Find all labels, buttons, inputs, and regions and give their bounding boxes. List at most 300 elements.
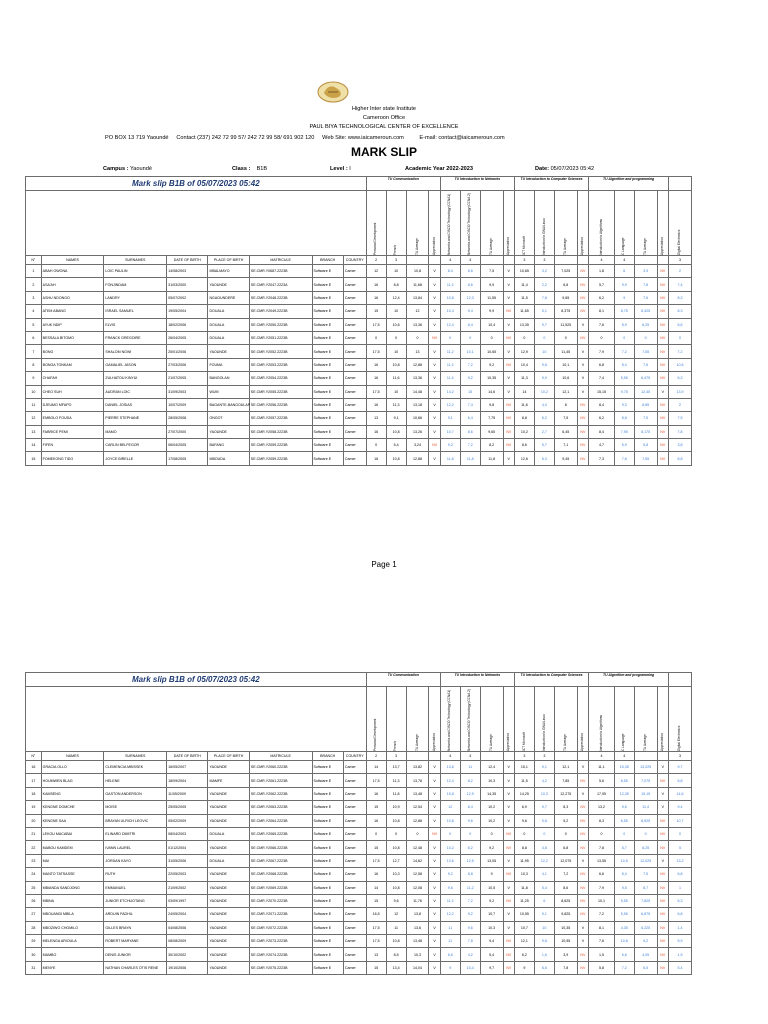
mark-cell: 6,6 [440,948,460,961]
subject-header-label: ICT Microsoft [521,236,526,255]
date-of-birth: 28/05/2008 [167,412,208,425]
mark-cell: 13,6 [406,921,429,934]
mark-cell: 8,25 [634,841,657,854]
student-surname: EMMANUEL [104,881,167,894]
subject-header-label: ICT Microsoft [521,732,526,751]
mark-cell: 6,9 [614,439,634,452]
subject-header-label: TU Average [642,238,647,255]
matricule: SE.CMR.Y2069.2223B [249,881,312,894]
mark-cell: NV [503,358,514,371]
branch: Software E [312,827,343,840]
mark-cell: 8,4 [460,318,480,331]
row-number: 29 [26,935,42,948]
row-number: 8 [26,358,42,371]
mark-cell: 10,2 [440,841,460,854]
mark-cell: 6,3 [534,452,554,465]
mark-cell: 12,4 [480,761,503,774]
mark-cell: 6,8 [669,774,692,787]
mark-cell: 0 [366,827,386,840]
matricule: SE.CMR.Y2056.2223B [249,398,312,411]
credit-cell [429,256,440,265]
mark-cell: V [429,894,440,907]
mark-cell: 0 [669,827,692,840]
table-row [26,412,692,425]
student-surname: ROBERT MARYANE [104,935,167,948]
subject-header-6 [480,687,503,752]
date-of-birth: 26/04/2005 [167,331,208,344]
mark-cell: NV [577,439,588,452]
row-number: 24 [26,868,42,881]
mark-cell: 8,3 [554,801,577,814]
mark-cell: NV [657,439,668,452]
student-name: MAI [41,854,104,867]
mark-cell: 8,3 [669,305,692,318]
subject-header-label: Networks and CISCO Technology (CCNA 2) [467,689,472,751]
mark-cell: 8,6 [514,439,534,452]
mark-cell: 9,65 [480,425,503,438]
mark-cell: 11,8 [460,452,480,465]
mark-cell: 16 [366,868,386,881]
mark-cell: 16 [366,278,386,291]
mark-cell: NV [503,439,514,452]
mark-cell: NV [657,881,668,894]
country: Camer [343,358,366,371]
matricule: SE.CMR.Y2064.2223B [249,814,312,827]
mark-cell: 10,6 [386,318,406,331]
row-number: 7 [26,345,42,358]
table-row [26,305,692,318]
mark-cell: NV [577,305,588,318]
mark-cell: 10,7 [669,814,692,827]
mark-cell: 10,8 [386,425,406,438]
mark-cell: 7,2 [460,894,480,907]
branch: Software E [312,774,343,787]
table-row [26,291,692,304]
mark-cell: 9,6 [460,814,480,827]
date-of-birth: 25/05/2005 [167,801,208,814]
matricule: SE.CMR.Y2073.2223B [249,935,312,948]
matricule: SE.CMR.Y2072.2223B [249,921,312,934]
table-row [26,841,692,854]
mark-cell: 10,7 [440,425,460,438]
mark-cell: 15,35 [614,761,634,774]
mark-cell: 7,2 [589,908,615,921]
table-row [26,761,692,774]
mark-cell: 13 [366,948,386,961]
mark-cell: 8,2 [460,841,480,854]
mark-cell: 0 [460,827,480,840]
mark-cell: V [503,814,514,827]
mark-cell: 17,5 [366,385,386,398]
mark-cell: NV [577,801,588,814]
mark-cell: 14,2 [440,385,460,398]
mark-cell: 10,55 [514,908,534,921]
mark-cell: 2,2 [534,278,554,291]
mark-cell: 15,15 [634,787,657,800]
subject-header-10 [554,191,577,256]
mark-cell: 10,3 [406,948,429,961]
mark-cell: V [429,814,440,827]
mark-cell: 13,9 [669,385,692,398]
place-of-birth: YAOUNDE [208,814,249,827]
mark-cell: 6,8 [669,868,692,881]
mark-cell: 0 [534,331,554,344]
mark-cell: 10,1 [589,894,615,907]
mark-cell: 14,25 [514,787,534,800]
table-row [26,372,692,385]
mark-cell: 11,68 [406,278,429,291]
country: Camer [343,814,366,827]
class-label: Class : [232,166,251,172]
country: Camer [343,801,366,814]
mark-cell: 6,55 [614,814,634,827]
subject-header-1 [386,191,406,256]
mark-cell: V [503,452,514,465]
subject-header-15 [657,687,668,752]
credit-cell: 4 [460,256,480,265]
mark-cell: NV [657,291,668,304]
subject-header-label: French [393,245,398,255]
row-number: 6 [26,331,42,344]
mark-cell: 1,5 [589,948,615,961]
mark-cell: 12,6 [514,452,534,465]
mark-cell: 8,75 [614,305,634,318]
mark-cell: NV [577,398,588,411]
mark-cell: 10,4 [460,961,480,974]
date-of-birth: 19/05/2004 [167,305,208,318]
table-row [26,827,692,840]
mark-cell: 5,7 [589,278,615,291]
mark-cell: 8,6 [554,881,577,894]
date-of-birth: 31/09/2003 [167,385,208,398]
mark-cell: NV [657,412,668,425]
mark-cell: 9,4 [669,801,692,814]
country: Camer [343,761,366,774]
mark-cell: 12,4 [386,291,406,304]
mark-cell: 7,5 [480,265,503,278]
row-number: 20 [26,814,42,827]
mark-cell: 8,3 [669,291,692,304]
country: Camer [343,331,366,344]
mark-cell: 9,2 [480,894,503,907]
mark-cell: 16 [366,291,386,304]
mark-cell: 13 [366,412,386,425]
mark-cell: 8,4 [589,398,615,411]
student-name: ABAH OWONA [41,265,104,278]
branch: Software E [312,398,343,411]
subject-header-11 [577,191,588,256]
mark-cell: 10,3 [534,787,554,800]
mark-cell: 11,3 [514,372,534,385]
country: Camer [343,894,366,907]
branch: Software E [312,385,343,398]
mark-cell: 6,6 [460,265,480,278]
credit-cell [480,256,503,265]
mark-cell: 16 [366,398,386,411]
credit-cell [657,256,668,265]
mark-cell: 10,8 [440,814,460,827]
mark-cell: 0 [460,331,480,344]
table-row [26,774,692,787]
mark-cell: 10 [386,345,406,358]
ue-header-3: TU Algorithm and programming [589,177,669,191]
ue-header-1: TU Introduction to Networks [440,673,514,687]
subject-header-12 [589,687,615,752]
place-of-birth: YAOUNDE [208,868,249,881]
mark-cell: NV [429,827,440,840]
place-of-birth: YAOUNDE [208,425,249,438]
mark-cell: 5,4 [386,439,406,452]
subject-header-label: Personal Development [373,718,378,751]
subject-header-1 [386,687,406,752]
mark-cell: 13,36 [406,372,429,385]
mark-cell: 6,225 [634,921,657,934]
student-name: HOUMWEN BLAG [41,774,104,787]
mark-cell: V [657,854,668,867]
mark-cell: V [429,318,440,331]
mark-cell: V [429,935,440,948]
table-row [26,318,692,331]
empty-ue-cell [669,673,692,687]
mark-cell: 7,5 [554,412,577,425]
mark-cell: 7,075 [634,774,657,787]
credit-cell: 2 [366,256,386,265]
credit-cell: 4 [440,752,460,761]
blank-header-area [26,191,367,256]
matricule: SE.CMR.Y2052.2223B [249,345,312,358]
mark-cell: 0 [480,331,503,344]
mark-cell: 8,25 [634,318,657,331]
place-of-birth: YAOUNDE [208,894,249,907]
credit-cell [634,256,657,265]
mark-cell: NV [503,331,514,344]
mark-cell: 8,6 [460,278,480,291]
row-number: 5 [26,318,42,331]
mark-cell: 6,9 [514,801,534,814]
mark-cell: 9,9 [534,372,554,385]
subject-header-label: Appreciation [431,237,436,255]
mark-cell: 11,6 [386,372,406,385]
student-name: DJEUMO MFAPO [41,398,104,411]
student-surname: PIERRE STEPHANE [104,412,167,425]
student-surname: JUNIOR ETCHUOTANG [104,894,167,907]
country: Camer [343,908,366,921]
place-of-birth: YAOUNDE [208,787,249,800]
matricule: SE.CMR.Y2050.2223B [249,318,312,331]
mark-cell: 9,2 [440,868,460,881]
date-of-birth: 05/02/2009 [167,814,208,827]
mark-cell: 13,6 [440,854,460,867]
matricule: SE.CMR.Y2048.2223B [249,291,312,304]
branch: Software E [312,854,343,867]
credit-cell: 3 [534,256,554,265]
empty-ue-cell [669,177,692,191]
country: Camer [343,854,366,867]
mark-cell: 14,35 [480,787,503,800]
mark-cell: V [429,908,440,921]
mark-cell: 6,875 [634,908,657,921]
mark-cell: 16 [366,358,386,371]
credit-cell [577,256,588,265]
column-header-3: DATE OF BIRTH [167,752,208,761]
branch: Software E [312,278,343,291]
column-header-5: MATRICULE [249,256,312,265]
mark-cell: 8,925 [634,814,657,827]
subject-header-14 [634,687,657,752]
mark-cell: 8,3 [589,814,615,827]
column-header-0: N° [26,256,42,265]
mark-cell: 4,05 [634,948,657,961]
mark-cell: 6,8 [554,278,577,291]
mark-cell: 10,1 [554,358,577,371]
mark-cell: 9,7 [480,961,503,974]
branch: Software E [312,265,343,278]
mark-cell: 12,025 [634,854,657,867]
student-surname: DANIEL JOSIAS [104,398,167,411]
credit-cell: 4 [440,256,460,265]
mark-cell: 14 [366,761,386,774]
mark-cell: V [429,345,440,358]
mark-cell: 8,8 [514,841,534,854]
mark-cell: 7,6 [589,935,615,948]
mark-cell: V [503,921,514,934]
mark-cell: 11,65 [514,305,534,318]
branch: Software E [312,881,343,894]
mark-cell: V [503,265,514,278]
mark-cell: 9,65 [554,291,577,304]
table-row [26,881,692,894]
mark-cell: 15 [366,801,386,814]
mark-cell: 12 [406,305,429,318]
branch: Software E [312,318,343,331]
mark-cell: 14,6 [480,385,503,398]
mark-cell: NV [657,331,668,344]
subject-header-0 [366,687,386,752]
subject-header-label: Introduction to GNU/Linux [541,218,546,255]
student-name: FIFEN [41,439,104,452]
campus-value: Yaoundé [129,166,152,172]
student-surname: RUTH [104,868,167,881]
credit-cell [634,752,657,761]
mark-cell: 10,8 [614,935,634,948]
mark-cell: 6,6 [614,948,634,961]
student-name: ATEM ABANG [41,305,104,318]
mark-cell: NV [503,894,514,907]
mark-cell: 13,2 [589,801,615,814]
mark-cell: NV [657,774,668,787]
place-of-birth: MBOUDA [208,452,249,465]
column-header-0: N° [26,752,42,761]
mark-cell: 11,2 [440,358,460,371]
credit-cell: 3 [386,256,406,265]
subject-header-label: Appreciation [505,733,510,751]
mark-cell: 11,6 [514,398,534,411]
date-of-birth: 22/05/2003 [167,868,208,881]
mark-cell: 12,075 [554,854,577,867]
mark-cell: 6,2 [589,291,615,304]
mark-cell: 11,1 [589,761,615,774]
table-row [26,425,692,438]
date-of-birth: 21/07/2005 [167,372,208,385]
mark-cell: 6,8 [554,841,577,854]
student-surname: CLEMENCIA MBISSEK [104,761,167,774]
country: Camer [343,827,366,840]
country: Camer [343,425,366,438]
mark-cell: NV [577,814,588,827]
student-name: MELENGA ARIOULA [41,935,104,948]
subject-header-label: Appreciation [659,733,664,751]
mark-cell: 15 [366,305,386,318]
matricule: SE.CMR.Y2051.2223B [249,331,312,344]
mark-cell: 7,025 [554,265,577,278]
mark-cell: 10 [534,921,554,934]
mark-cell: 10,3 [480,921,503,934]
level-label: Level : [330,166,348,172]
place-of-birth: DOUALA [208,827,249,840]
mark-cell: 11,95 [514,854,534,867]
place-of-birth: MAMFE [208,774,249,787]
mark-cell: NV [503,305,514,318]
row-number: 23 [26,854,42,867]
mark-cell: 12,48 [406,841,429,854]
subject-header-label: French [393,741,398,751]
matricule: SE.CMR.Y2059.2223B [249,439,312,452]
mark-cell: 6 [614,265,634,278]
mark-cell: 13,4 [386,961,406,974]
mark-cell: 4,35 [614,921,634,934]
date-of-birth: 05/07/2002 [167,291,208,304]
mark-cell: 13,18 [406,398,429,411]
mark-cell: 17,5 [366,345,386,358]
matricule: SE.CMR.Y2058.2223B [249,425,312,438]
mark-cell: 16 [366,787,386,800]
row-number: 12 [26,412,42,425]
credit-cell: 3 [514,752,534,761]
mark-cell: 11,3 [386,774,406,787]
mark-cell: 14,48 [406,385,429,398]
mark-cell: 6,6 [589,868,615,881]
mark-cell: 9,825 [554,908,577,921]
mark-cell: NV [577,278,588,291]
credit-cell [577,752,588,761]
mark-cell: NV [577,961,588,974]
mark-cell: 0 [554,827,577,840]
student-surname: NATHAN CHARLES OTIS RENE [104,961,167,974]
table-row [26,452,692,465]
mark-cell: 0 [554,331,577,344]
mark-cell: 9,6 [514,814,534,827]
student-name: KENGNE SAA [41,814,104,827]
country: Camer [343,774,366,787]
row-number: 18 [26,787,42,800]
mark-cell: 13,84 [406,291,429,304]
mark-cell: 4,7 [589,439,615,452]
date-of-birth: 27/03/2006 [167,358,208,371]
mark-cell: 0 [440,827,460,840]
subject-header-0 [366,191,386,256]
row-number: 28 [26,921,42,934]
row-number: 14 [26,439,42,452]
mark-cell: 7,8 [460,935,480,948]
date-of-birth: 25/01/2006 [167,345,208,358]
mark-cell: 15,1 [514,761,534,774]
place-of-birth: BAGANTE-BANGOULAP [208,398,249,411]
mark-cell: V [429,305,440,318]
country: Camer [343,265,366,278]
student-surname: JORDAN KAYO [104,854,167,867]
branch: Software E [312,801,343,814]
mark-cell: 12,2 [534,854,554,867]
